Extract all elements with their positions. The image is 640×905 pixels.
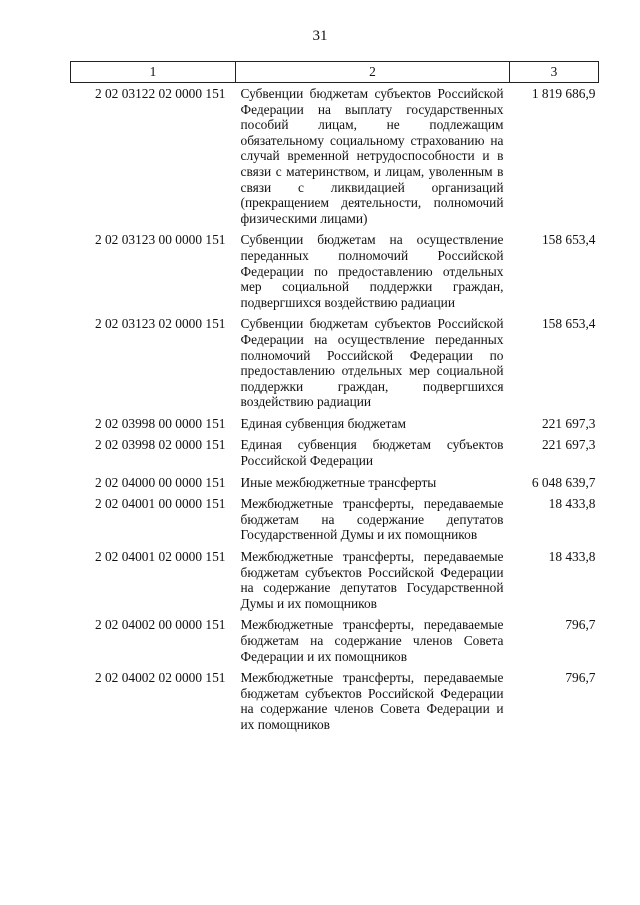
budget-amount: 796,7 [565,617,596,633]
page-number: 31 [312,28,328,44]
table-row [71,549,599,617]
budget-amount: 221 697,3 [541,437,596,453]
budget-code: 2 02 04002 00 0000 151 [94,617,226,633]
budget-item-name: Субвенции бюджетам субъектов Российской Федерации на выплату государственных пособий лицам, не подлежащим обязательному социальному страхованию на случай временной нетрудоспособности и в связи с материнством, и лицам, уволенным в связи с ликвидацией организаций (прекращением деятельности, полномочий физическими лицами) [240,86,504,226]
budget-code: 2 02 04000 00 0000 151 [94,474,226,490]
table-row [71,416,599,438]
budget-amount: 796,7 [565,670,596,686]
table-row [71,232,599,316]
table-header [71,62,599,83]
column-header-3: 3 [510,62,599,83]
table-row [71,316,599,416]
budget-item-name: Единая субвенция бюджетам субъектов Российской Федерации [240,437,504,469]
budget-amount: 221 697,3 [541,415,596,431]
budget-code: 2 02 04001 02 0000 151 [94,549,226,565]
budget-item-name: Субвенции бюджетам субъектов Российской Федерации на осуществление переданных полномочий Российской Федерации по предоставлению отдельных мер социальной поддержки граждан, подвергшихся воздействию радиации [240,316,504,410]
table-row [71,437,599,474]
column-header-2: 2 [236,62,510,83]
budget-amount: 18 433,8 [548,549,596,565]
budget-amount: 18 433,8 [548,496,596,512]
budget-code: 2 02 03122 02 0000 151 [94,86,226,101]
table-row [71,496,599,549]
budget-amount: 158 653,4 [541,232,596,248]
budget-item-name: Единая субвенция бюджетам [240,415,406,431]
table-row [71,617,599,670]
budget-code: 2 02 03123 00 0000 151 [94,232,226,248]
budget-code: 2 02 03998 02 0000 151 [94,437,226,453]
budget-code: 2 02 04001 00 0000 151 [94,496,226,512]
budget-amount: 6 048 639,7 [531,474,596,490]
table-row [71,670,599,738]
budget-code: 2 02 03998 00 0000 151 [94,415,226,431]
budget-amount: 158 653,4 [541,316,596,332]
table-row [71,83,599,233]
budget-item-name: Субвенции бюджетам на осуществление переданных полномочий Российской Федерации по предоставлению отдельных мер социальной поддержки граждан, подвергшихся воздействию радиации [240,232,504,310]
budget-item-name: Межбюджетные трансферты, передаваемые бюджетам на содержание членов Совета Федерации и их помощников [240,617,504,664]
budget-item-name: Межбюджетные трансферты, передаваемые бюджетам на содержание депутатов Государственной Думы и их помощников [240,496,504,543]
table-row [71,475,599,497]
budget-code: 2 02 03123 02 0000 151 [94,316,226,332]
budget-item-name: Межбюджетные трансферты, передаваемые бюджетам субъектов Российской Федерации на содержание членов Совета Федерации и их помощников [240,670,504,732]
budget-amount: 1 819 686,9 [531,86,596,101]
budget-item-name: Иные межбюджетные трансферты [240,474,437,490]
budget-table [70,61,599,739]
budget-item-name: Межбюджетные трансферты, передаваемые бюджетам субъектов Российской Федерации на содержание депутатов Государственной Думы и их помощников [240,549,504,611]
budget-code: 2 02 04002 02 0000 151 [94,670,226,686]
column-header-1: 1 [71,62,236,83]
table-body [71,83,599,739]
